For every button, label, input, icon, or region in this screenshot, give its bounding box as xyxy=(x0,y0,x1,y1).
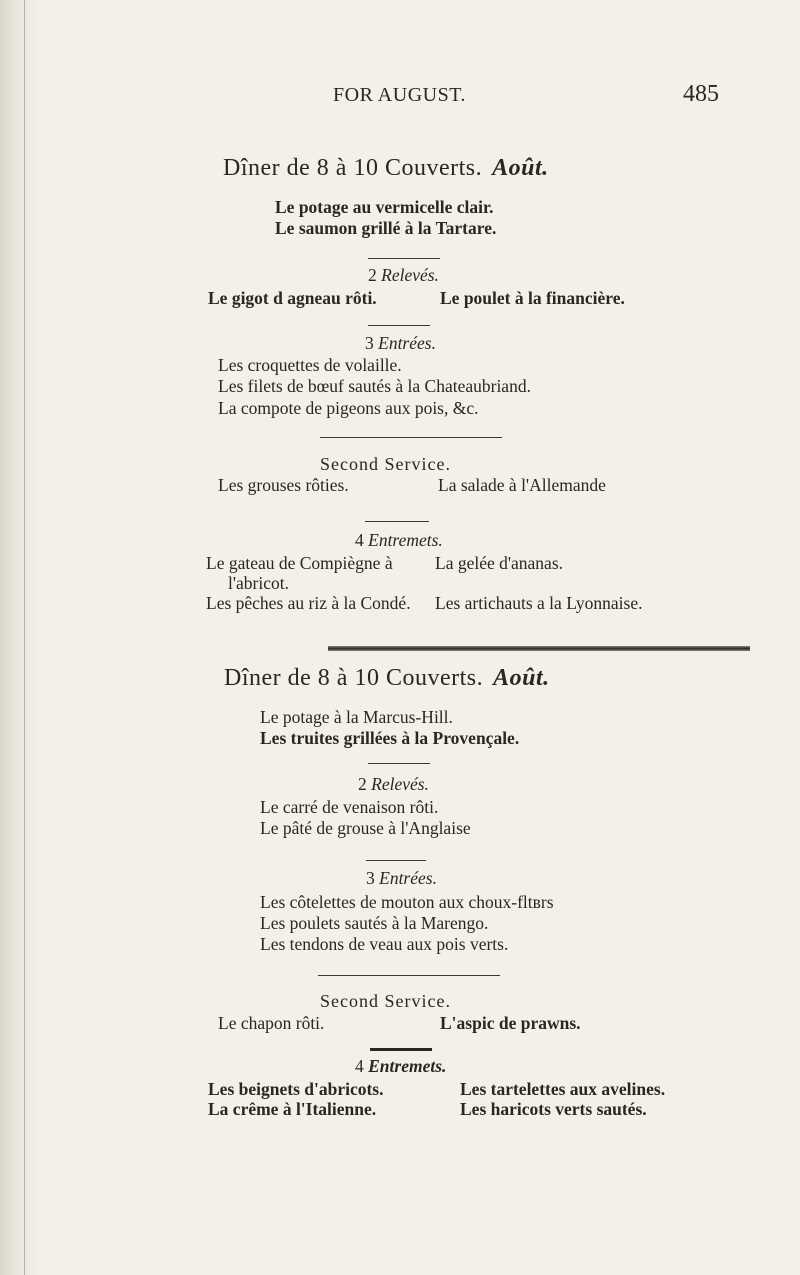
menu2-entremets-heading xyxy=(355,1056,446,1077)
menu2-soup-1: Le potage à la Marcus-Hill. xyxy=(260,707,453,727)
menu2-rule-1 xyxy=(368,763,430,764)
menu2-title-text: Dîner de 8 à 10 Couverts. xyxy=(224,665,484,691)
menu1-entrees-heading xyxy=(365,333,436,354)
book-spine-shadow xyxy=(0,0,40,1275)
menu1-entree-3: La compote de pigeons aux pois, &c. xyxy=(218,398,479,418)
menu2-releve-1: Le carré de venaison rôti. xyxy=(260,797,439,817)
menu2-entree-2: Les poulets sautés à la Marengo. xyxy=(260,913,489,933)
menu2-releves-heading xyxy=(358,774,429,795)
menu-separator xyxy=(328,646,750,651)
menu2-roast-left: Le chapon rôti. xyxy=(218,1013,325,1033)
menu1-rule-1 xyxy=(368,258,440,259)
menu2-title xyxy=(224,665,550,692)
menu2-rule-2 xyxy=(366,860,426,861)
menu2-entremets-num: 4 xyxy=(355,1056,364,1076)
spine-line xyxy=(24,0,25,1275)
menu2-entremets-left-1: Les beignets d'abricots. xyxy=(208,1079,384,1099)
menu1-rule-3 xyxy=(320,437,502,438)
menu2-soup-2: Les truites grillées à la Provençale. xyxy=(260,728,520,748)
menu1-entremets-num: 4 xyxy=(355,530,364,550)
menu2-second-service: Second Service. xyxy=(320,991,451,1011)
menu2-rule-4 xyxy=(370,1048,432,1051)
menu1-releves-heading xyxy=(368,265,439,286)
menu1-entremets-label: Entremets. xyxy=(368,530,443,550)
menu1-entrees-label: Entrées. xyxy=(378,333,436,353)
menu1-month: Août. xyxy=(492,155,549,181)
menu1-releve-right: Le poulet à la financière. xyxy=(440,288,625,308)
menu2-entrees-num: 3 xyxy=(366,868,375,888)
menu1-roast-left: Les grouses rôties. xyxy=(218,475,349,495)
menu1-releves-label: Relevés. xyxy=(381,265,439,285)
page-number: 485 xyxy=(683,81,719,107)
menu2-releves-num: 2 xyxy=(358,774,367,794)
menu2-releves-label: Relevés. xyxy=(371,774,429,794)
menu1-releves-num: 2 xyxy=(368,265,377,285)
menu1-entremets-left-2: Les pêches au riz à la Condé. xyxy=(206,593,411,613)
menu2-rule-3 xyxy=(318,975,500,976)
menu1-rule-4 xyxy=(365,521,429,522)
menu1-entremets-heading xyxy=(355,530,443,551)
menu1-title xyxy=(223,155,549,182)
running-header: FOR AUGUST. xyxy=(333,84,466,106)
menu2-roast-right: L'aspic de prawns. xyxy=(440,1013,581,1033)
menu1-entree-2: Les filets de bœuf sautés à la Chateaubriand. xyxy=(218,376,531,396)
menu2-releve-2: Le pâté de grouse à l'Anglaise xyxy=(260,818,471,838)
menu1-soup-2: Le saumon grillé à la Tartare. xyxy=(275,218,497,238)
menu1-entremets-left-1: Le gateau de Compiègne à xyxy=(206,553,393,573)
menu2-entree-1: Les côtelettes de mouton aux choux-fltвrs xyxy=(260,892,554,912)
menu1-soup-1: Le potage au vermicelle clair. xyxy=(275,197,494,217)
menu2-entremets-label: Entremets. xyxy=(368,1056,447,1076)
menu2-entrees-heading xyxy=(366,868,437,889)
menu1-rule-2 xyxy=(368,325,430,326)
menu1-entremets-right-1: La gelée d'ananas. xyxy=(435,553,564,573)
menu2-entremets-left-2: La crême à l'Italienne. xyxy=(208,1099,377,1119)
menu1-title-text: Dîner de 8 à 10 Couverts. xyxy=(223,155,483,181)
menu2-entremets-right-1: Les tartelettes aux avelines. xyxy=(460,1079,666,1099)
menu1-entree-1: Les croquettes de volaille. xyxy=(218,355,402,375)
menu1-second-service: Second Service. xyxy=(320,454,451,474)
menu1-releve-left: Le gigot d agneau rôti. xyxy=(208,288,377,308)
menu1-roast-right: La salade à l'Allemande xyxy=(438,475,606,495)
menu2-entremets-right-2: Les haricots verts sautés. xyxy=(460,1099,647,1119)
menu1-entremets-left-1b: l'abricot. xyxy=(228,573,289,593)
menu2-entree-3: Les tendons de veau aux pois verts. xyxy=(260,934,509,954)
menu1-entrees-num: 3 xyxy=(365,333,374,353)
menu2-month: Août. xyxy=(493,665,550,691)
menu2-entrees-label: Entrées. xyxy=(379,868,437,888)
menu1-entremets-right-2: Les artichauts a la Lyonnaise. xyxy=(435,593,643,613)
